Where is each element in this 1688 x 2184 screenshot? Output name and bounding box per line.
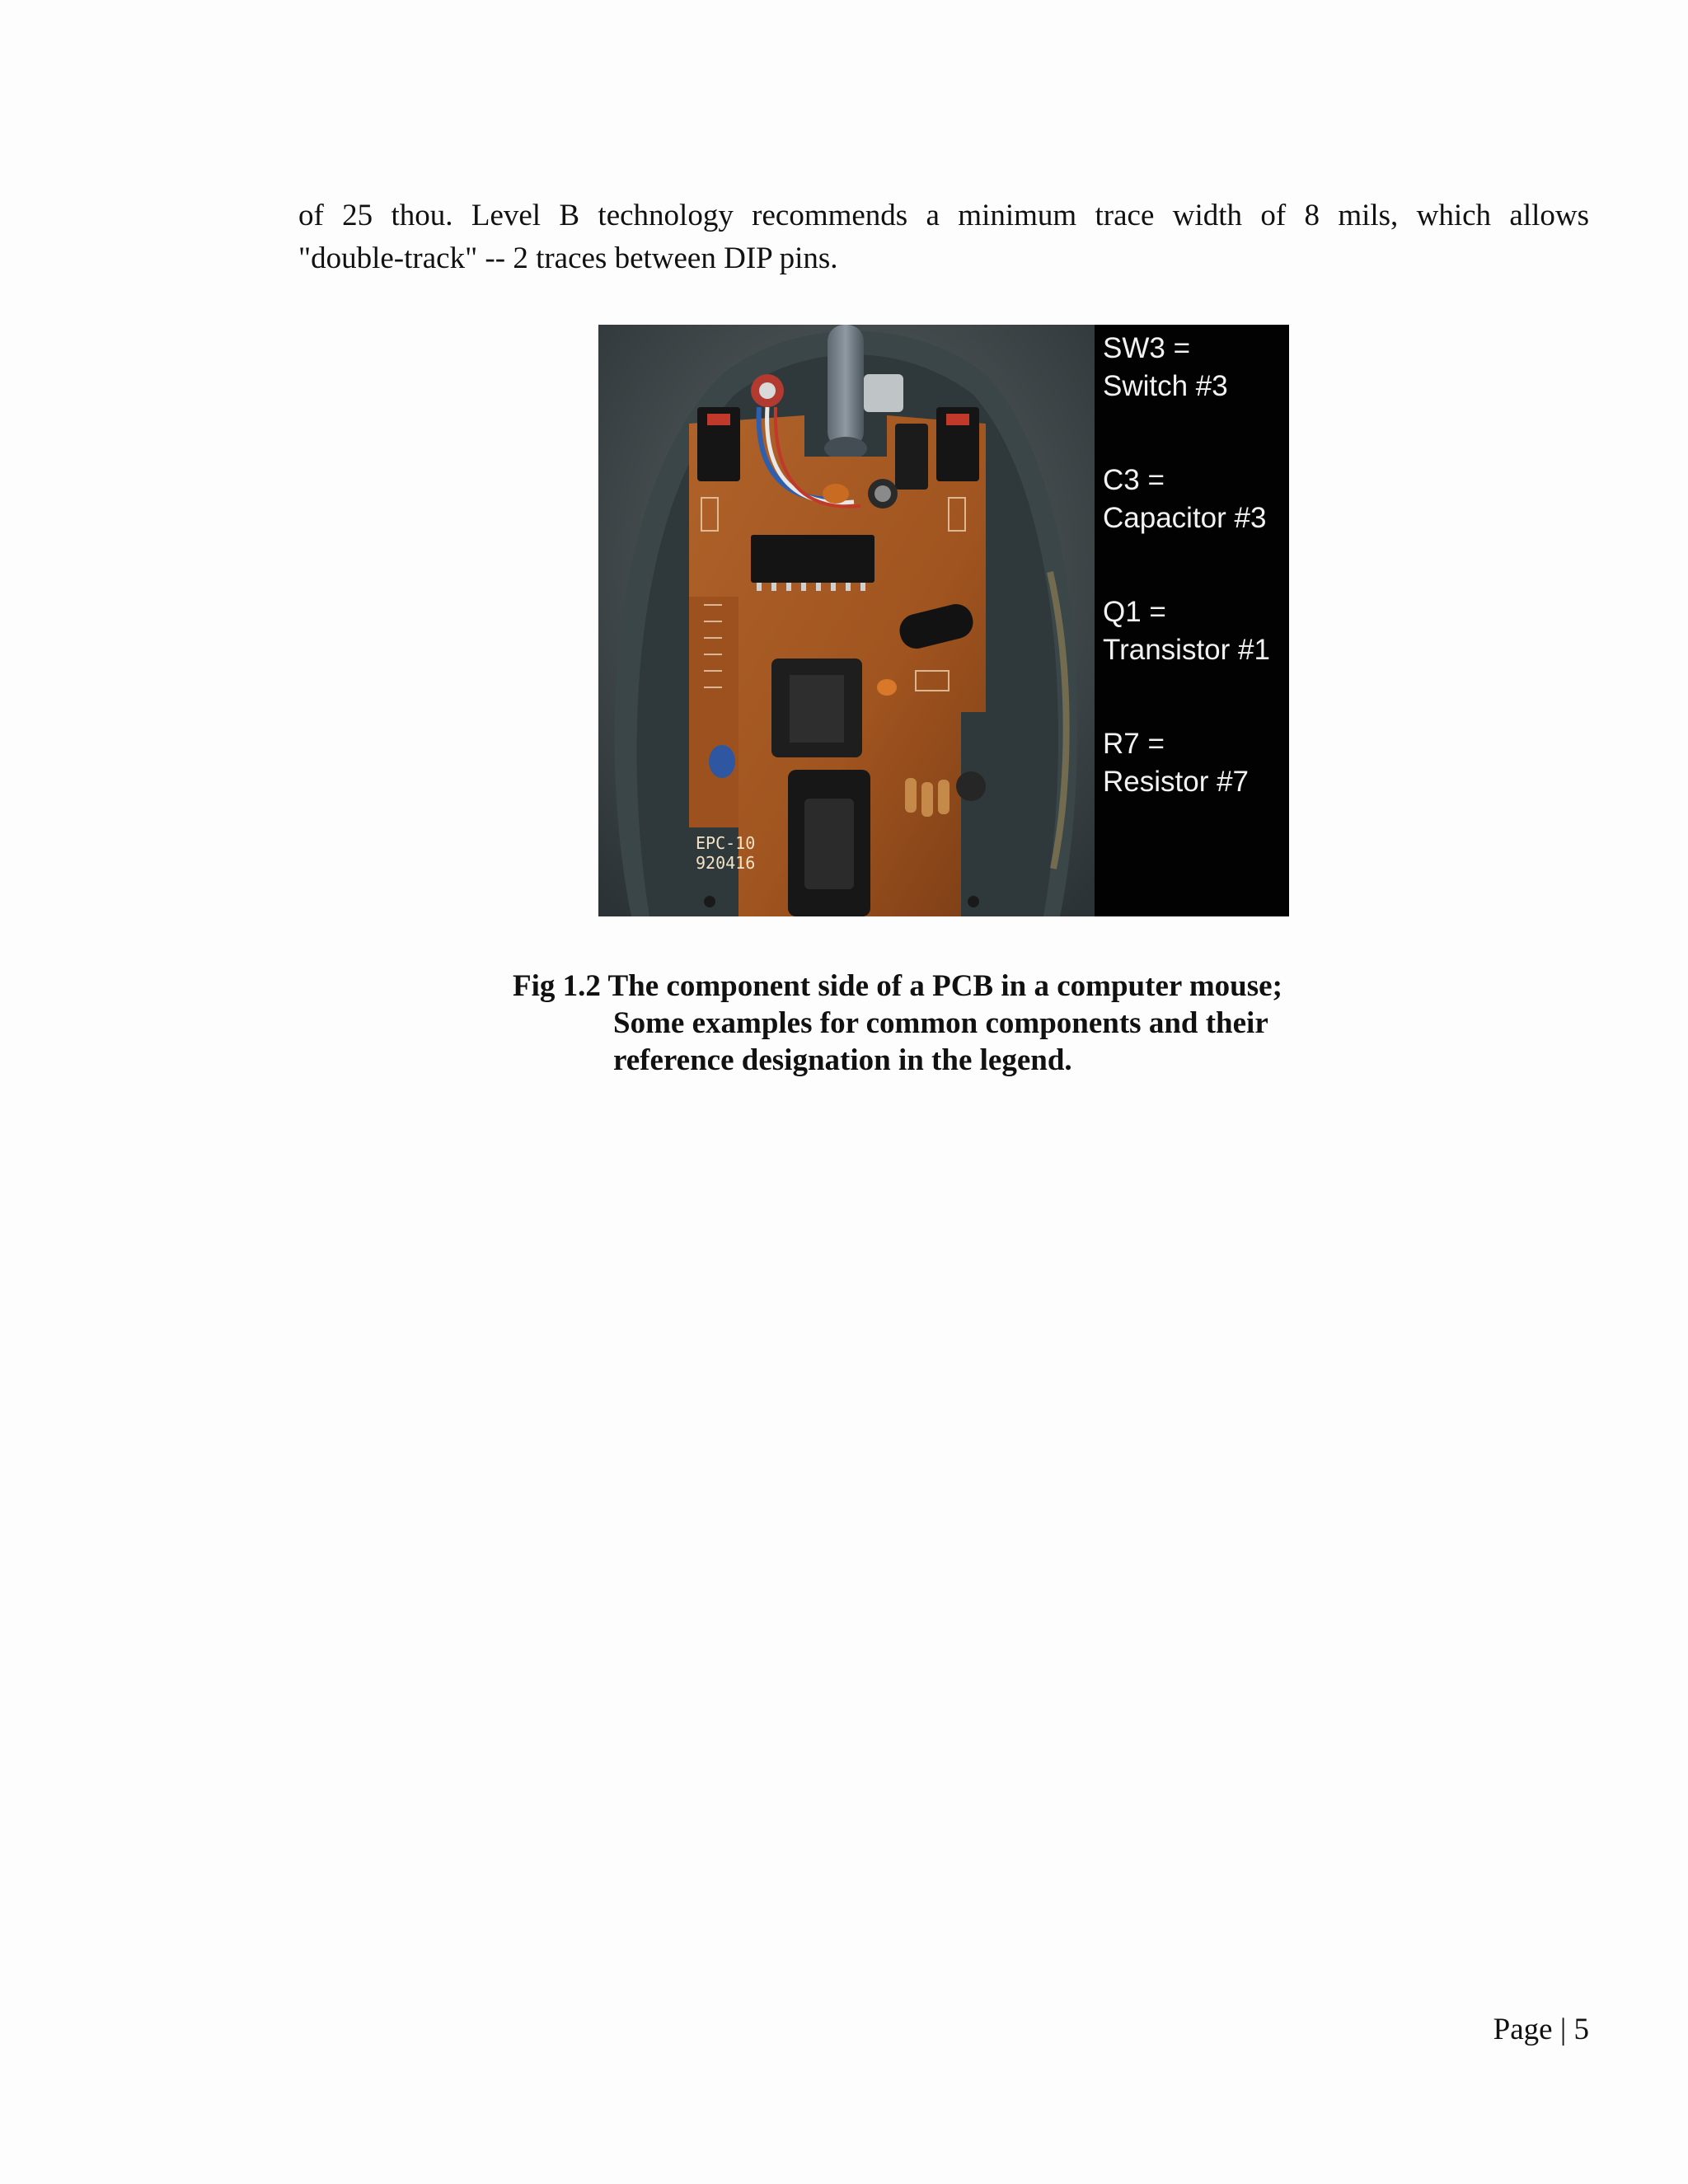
caption-line-1: Fig 1.2 The component side of a PCB in a computer mouse; (513, 969, 1282, 1003)
legend-entry (1095, 593, 1289, 669)
legend-code: R7 = (1103, 728, 1165, 760)
figure-legend (1095, 325, 1289, 916)
legend-meaning: Transistor #1 (1103, 634, 1270, 666)
page-number: Page | 5 (1493, 2013, 1589, 2046)
legend-code: C3 = (1103, 464, 1165, 496)
pcb-photo (598, 325, 1095, 916)
pcb-figure (598, 325, 1289, 916)
legend-entry (1095, 462, 1289, 537)
legend-entry (1095, 725, 1289, 801)
cable (828, 325, 864, 448)
board-label-1: EPC-10 (696, 833, 756, 853)
body-paragraph (298, 194, 1589, 280)
legend-meaning: Switch #3 (1103, 370, 1228, 402)
caption-line-3: reference designation in the legend. (613, 1043, 1072, 1077)
legend-code: Q1 = (1103, 596, 1166, 628)
legend-entry (1095, 330, 1289, 405)
caption-line-2: Some examples for common components and their (613, 1006, 1268, 1040)
body-line-1: of 25 thou. Level B technology recommends a minimum trace width of 8 mils, which allows (298, 199, 1589, 232)
ic-chip (751, 535, 874, 583)
legend-meaning: Capacitor #3 (1103, 502, 1267, 534)
legend-code: SW3 = (1103, 332, 1191, 364)
body-line-2: "double-track" -- 2 traces between DIP pins. (298, 241, 838, 275)
board-label-2: 920416 (696, 853, 756, 873)
figure-caption (513, 968, 1282, 1079)
legend-meaning: Resistor #7 (1103, 766, 1250, 798)
